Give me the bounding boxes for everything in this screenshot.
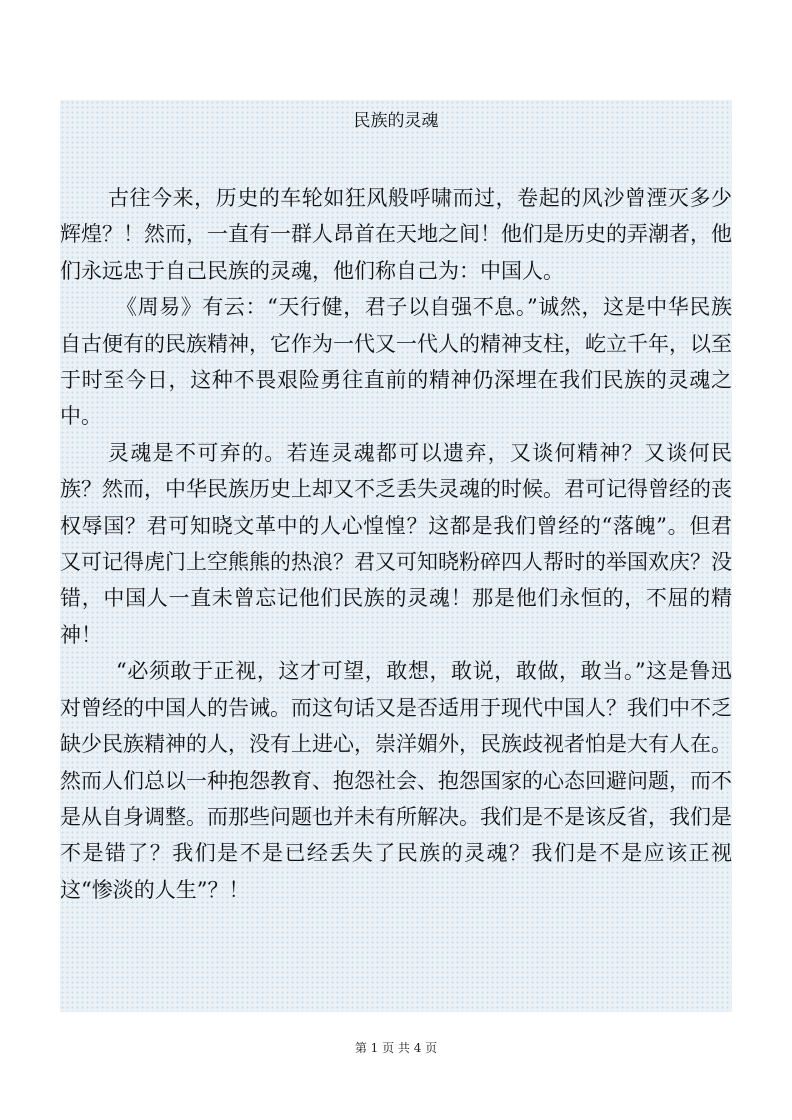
paragraph: 灵魂是不可弃的。若连灵魂都可以遗弃，又谈何精神？又谈何民族？然而，中华民族历史上却又不乏丢失灵魂的时候。君可记得曾经的丧权辱国？君可知晓文革中的人心惶惶？这都是我们曾经的“落魄”。但君又可记得虎门上空熊熊的热浪？君又可知晓粉碎四人帮时的举国欢庆？没错，中国人一直未曾忘记他们民族的灵魂！那是他们永恒的，不屈的精神！ xyxy=(60,440,732,647)
page-number-footer: 第 1 页 共 4 页 xyxy=(354,1041,438,1055)
document-title: 民族的灵魂 xyxy=(353,111,439,131)
paragraph: “必须敢于正视，这才可望，敢想，敢说，敢做，敢当。”这是鲁迅对曾经的中国人的告诫。而这句话又是否适用于现代中国人？我们中不乏缺少民族精神的人，没有上进心，崇洋媚外，民族歧视者怕是大有人在。然而人们总以一种抱怨教育、抱怨社会、抱怨国家的心态回避问题，而不是从自身调整。而那些问题也并未有所解决。我们是不是该反省，我们是不是错了？我们是不是已经丢失了民族的灵魂？我们是不是应该正视这“惨淡的人生”？！ xyxy=(60,659,732,902)
document-body xyxy=(60,180,732,908)
document-content xyxy=(60,100,732,1012)
paragraph: 《周易》有云：“天行健，君子以自强不息。”诚然，这是中华民族自古便有的民族精神，它作为一代又一代人的精神支柱，屹立千年，以至于时至今日，这种不畏艰险勇往直前的精神仍深埋在我们民族的灵魂之中。 xyxy=(60,295,732,429)
paragraph: 古往今来，历史的车轮如狂风般呼啸而过，卷起的风沙曾湮灭多少辉煌？！然而，一直有一群人昂首在天地之间！他们是历史的弄潮者，他们永远忠于自己民族的灵魂，他们称自己为：中国人。 xyxy=(60,186,732,283)
